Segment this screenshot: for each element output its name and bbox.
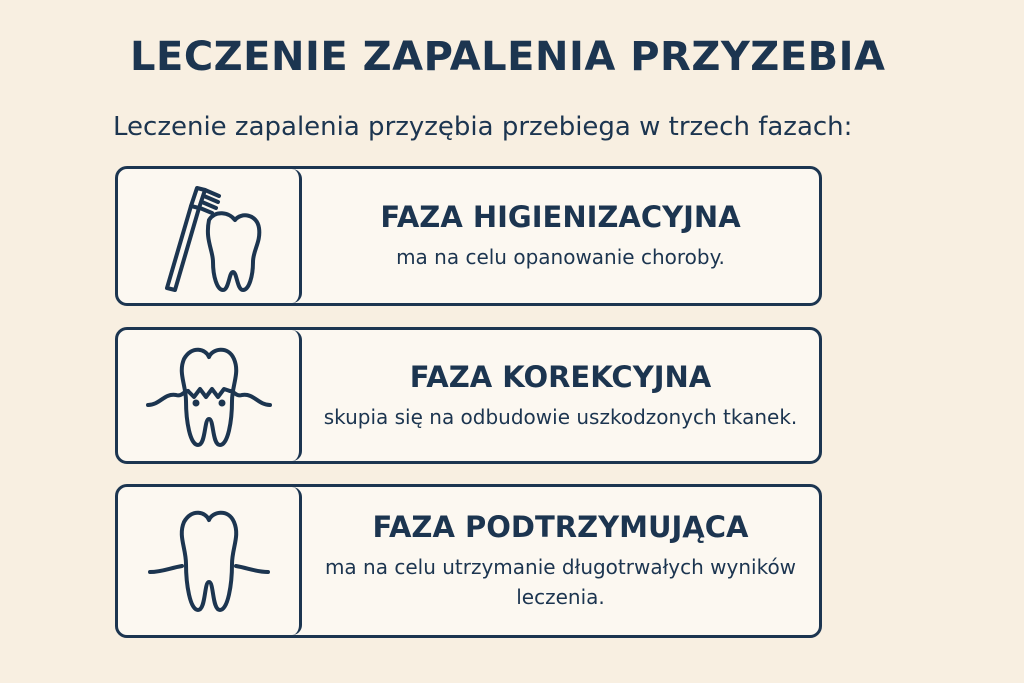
phase-name: FAZA KOREKCYJNA bbox=[409, 359, 712, 394]
phase-card-corrective bbox=[115, 327, 822, 464]
phase-text-cell bbox=[302, 487, 819, 635]
phase-description: ma na celu utrzymanie długotrwałych wyników leczenia. bbox=[324, 555, 797, 609]
tooth-gum-damage-icon bbox=[144, 341, 274, 451]
phase-name: FAZA PODTRZYMUJĄCA bbox=[372, 510, 749, 544]
phase-card-hygienic bbox=[115, 166, 822, 306]
phase-icon-cell bbox=[118, 487, 302, 635]
page-subtitle: Leczenie zapalenia przyzębia przebiega w trzech fazach: bbox=[113, 112, 853, 142]
phase-description: skupia się na odbudowie uszkodzonych tkanek. bbox=[323, 404, 798, 429]
phase-icon-cell bbox=[118, 330, 302, 461]
page-title: LECZENIE ZAPALENIA PRZYZEBIA bbox=[130, 34, 886, 80]
toothbrush-tooth-icon bbox=[149, 176, 269, 296]
phase-card-maintenance bbox=[115, 484, 822, 638]
healthy-tooth-gum-icon bbox=[144, 506, 274, 616]
phase-icon-cell bbox=[118, 169, 302, 303]
phase-text-cell bbox=[302, 330, 819, 461]
phase-text-cell bbox=[302, 169, 819, 303]
phase-name: FAZA HIGIENIZACYJNA bbox=[380, 200, 741, 234]
phase-description: ma na celu opanowanie choroby. bbox=[396, 245, 725, 269]
